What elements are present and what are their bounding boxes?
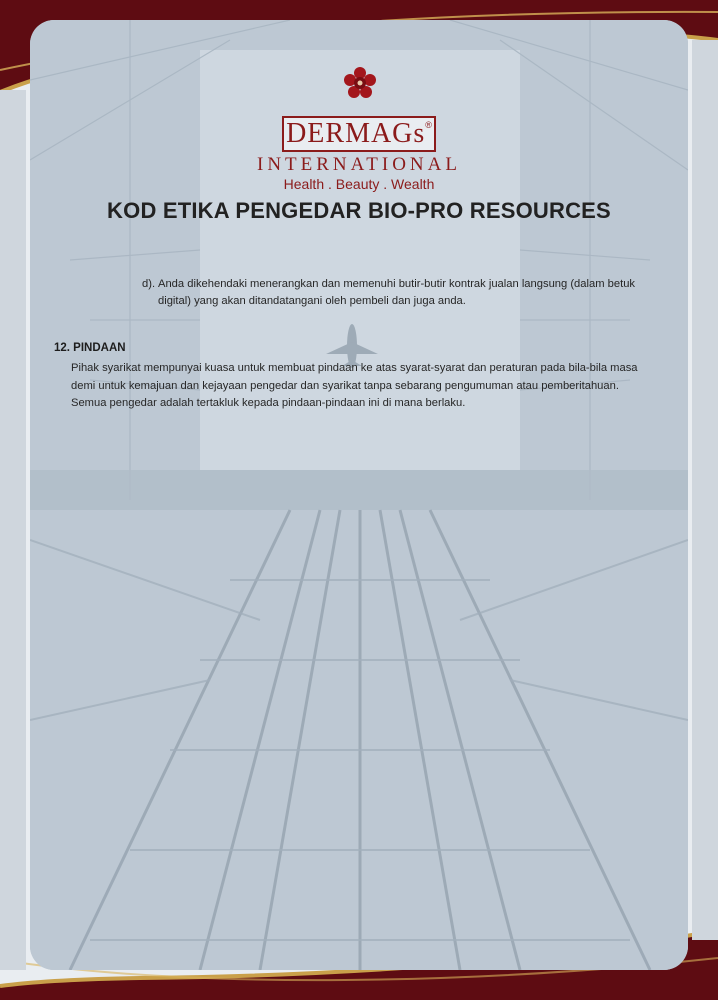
list-item-d xyxy=(142,276,662,310)
content-card xyxy=(30,20,688,970)
brand-logo xyxy=(282,116,436,152)
registered-mark: ® xyxy=(425,120,432,130)
list-marker: d). xyxy=(142,278,156,290)
brand-name: DERMAGs xyxy=(286,118,426,149)
section-heading: 12. PINDAAN xyxy=(54,342,126,354)
flower-emblem-icon xyxy=(343,66,377,100)
page-title: KOD ETIKA PENGEDAR BIO-PRO RESOURCES xyxy=(107,198,611,223)
list-item-text: Anda dikehendaki menerangkan dan memenuhi butir-butir kontrak jualan langsung (dalam betuk digital) yang akan ditandatangani oleh pembeli dan juga anda. xyxy=(158,278,636,307)
section-paragraph: Pihak syarikat mempunyai kuasa untuk membuat pindaan ke atas syarat-syarat dan peraturan pada bila-bila masa demi untuk kemajuan dan kejayaan pengedar dan syarikat tanpa sebarang pengumuman atau pemberitahuan. Semua pengedar adalah tertakluk kepada pindaan-pindaan ini di mana berlaku. xyxy=(71,362,638,409)
brand-tagline: Health . Beauty . Wealth xyxy=(283,176,435,192)
brand-subtitle: INTERNATIONAL xyxy=(257,154,461,175)
